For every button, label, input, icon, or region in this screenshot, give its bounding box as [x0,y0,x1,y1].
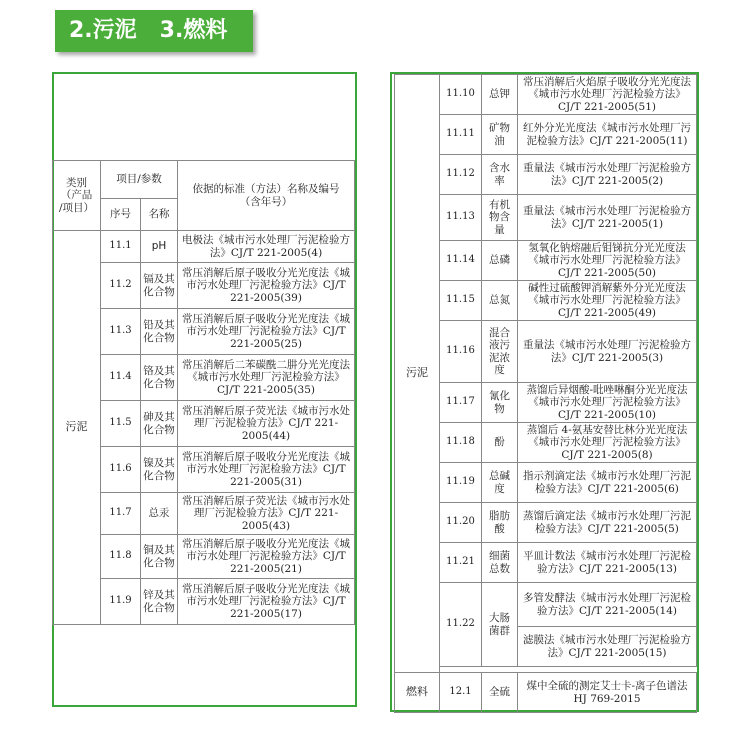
row-name: 含水率 [482,155,518,195]
row-standard: 电极法《城市污水处理厂污泥检验方法》CJ/T 221-2005(4) [178,231,355,263]
right-table [394,74,697,713]
row-no: 11.17 [440,383,482,423]
row-name: 全硫 [482,673,518,713]
row-no: 11.2 [101,263,141,309]
row-name: 大肠菌群 [482,583,518,667]
row-name: 镍及其化合物 [141,447,178,493]
row-name: 总钾 [482,75,518,115]
row-name: 铬及其化合物 [141,355,178,401]
row-standard: 常压消解后原子吸收分光光度法《城市污水处理厂污泥检验方法》CJ/T 221-2005(17) [178,579,355,625]
row-name: 总碱度 [482,463,518,503]
row-name: 脂肪酸 [482,503,518,543]
row-no: 11.14 [440,241,482,281]
row-no: 11.5 [101,401,141,447]
row-standard: 常压消解后原子吸收分光光度法《城市污水处理厂污泥检验方法》CJ/T 221-2005(21) [178,535,355,579]
left-table [52,160,355,625]
header-name: 名称 [141,199,178,231]
row-standard: 蒸馏后 4-氨基安替比林分光光度法《城市污水处理厂污泥检验方法》CJ/T 221-2005(8) [518,423,697,463]
row-standard-b: 滤膜法《城市污水处理厂污泥检验方法》CJ/T 221-2005(15) [518,627,697,667]
header-category: 类别 （产品 /项目） [53,161,101,231]
row-name: 砷及其化合物 [141,401,178,447]
row-name: pH [141,231,178,263]
row-standard: 平皿计数法《城市污水处理厂污泥检验方法》CJ/T 221-2005(13) [518,543,697,583]
row-name: 酚 [482,423,518,463]
row-standard: 常压消解后火焰原子吸收分光光度法《城市污水处理厂污泥检验方法》CJ/T 221-2005(51) [518,75,697,115]
banner-item-fuel: 3.燃料 [159,18,228,43]
row-name: 铜及其化合物 [141,535,178,579]
header-item-param: 项目/参数 [101,161,178,199]
row-name: 锌及其化合物 [141,579,178,625]
row-standard: 蒸馏后滴定法《城市污水处理厂污泥检验方法》CJ/T 221-2005(5) [518,503,697,543]
row-standard: 重量法《城市污水处理厂污泥检验方法》CJ/T 221-2005(3) [518,321,697,383]
row-name: 总氮 [482,281,518,321]
row-no: 11.3 [101,309,141,355]
row-standard-a: 多管发酵法《城市污水处理厂污泥检验方法》CJ/T 221-2005(14) [518,583,697,627]
category-cell-sludge: 污泥 [395,75,440,673]
row-name: 氰化物 [482,383,518,423]
row-no: 11.7 [101,493,141,535]
header-standard: 依据的标准（方法）名称及编号 （含年号） [178,161,355,231]
row-no: 11.10 [440,75,482,115]
row-no: 11.8 [101,535,141,579]
row-name: 总磷 [482,241,518,281]
header-seq: 序号 [101,199,141,231]
row-no: 11.20 [440,503,482,543]
row-no: 11.21 [440,543,482,583]
row-no: 11.19 [440,463,482,503]
row-standard: 煤中全硫的测定艾士卡-离子色谱法 HJ 769-2015 [518,673,697,713]
row-standard: 常压消解后二苯碳酰二肼分光光度法《城市污水处理厂污泥检验方法》CJ/T 221-2005(35) [178,355,355,401]
row-no: 11.6 [101,447,141,493]
row-no: 11.22 [440,583,482,667]
row-no: 11.13 [440,195,482,241]
row-no: 12.1 [440,673,482,713]
row-standard: 常压消解后原子荧光法《城市污水处理厂污泥检验方法》CJ/T 221-2005(43) [178,493,355,535]
row-name: 矿物油 [482,115,518,155]
row-standard: 重量法《城市污水处理厂污泥检验方法》CJ/T 221-2005(1) [518,195,697,241]
row-standard: 常压消解后原子吸收分光光度法《城市污水处理厂污泥检验方法》CJ/T 221-2005(31) [178,447,355,493]
row-name: 镉及其化合物 [141,263,178,309]
category-cell-fuel: 燃料 [395,673,440,713]
category-cell: 污泥 [53,231,101,625]
row-name: 铅及其化合物 [141,309,178,355]
row-standard: 氢氧化钠熔融后钼锑抗分光光度法《城市污水处理厂污泥检验方法》CJ/T 221-2005(50) [518,241,697,281]
row-no: 11.1 [101,231,141,263]
row-no: 11.18 [440,423,482,463]
row-no: 11.4 [101,355,141,401]
row-name: 细菌总数 [482,543,518,583]
banner-item-sludge: 2.污泥 [69,18,137,43]
section-banner [55,10,253,52]
row-name: 混合液污泥浓度 [482,321,518,383]
row-standard: 常压消解后原子吸收分光光度法《城市污水处理厂污泥检验方法》CJ/T 221-2005(39) [178,263,355,309]
row-standard: 指示剂滴定法《城市污水处理厂污泥检验方法》CJ/T 221-2005(6) [518,463,697,503]
row-no: 11.15 [440,281,482,321]
row-standard: 蒸馏后异烟酸-吡唑啉酮分光光度法《城市污水处理厂污泥检验方法》CJ/T 221-2005(10) [518,383,697,423]
row-no: 11.9 [101,579,141,625]
row-name: 有机物含量 [482,195,518,241]
row-no: 11.11 [440,115,482,155]
row-standard: 红外分光光度法《城市污水处理厂污泥检验方法》CJ/T 221-2005(11) [518,115,697,155]
row-name: 总汞 [141,493,178,535]
row-no: 11.12 [440,155,482,195]
row-standard: 重量法《城市污水处理厂污泥检验方法》CJ/T 221-2005(2) [518,155,697,195]
row-standard: 常压消解后原子吸收分光光度法《城市污水处理厂污泥检验方法》CJ/T 221-2005(25) [178,309,355,355]
row-no: 11.16 [440,321,482,383]
row-standard: 碱性过硫酸钾消解紫外分光光度法《城市污水处理厂污泥检验方法》CJ/T 221-2005(49) [518,281,697,321]
row-standard: 常压消解后原子荧光法《城市污水处理厂污泥检验方法》CJ/T 221-2005(44) [178,401,355,447]
